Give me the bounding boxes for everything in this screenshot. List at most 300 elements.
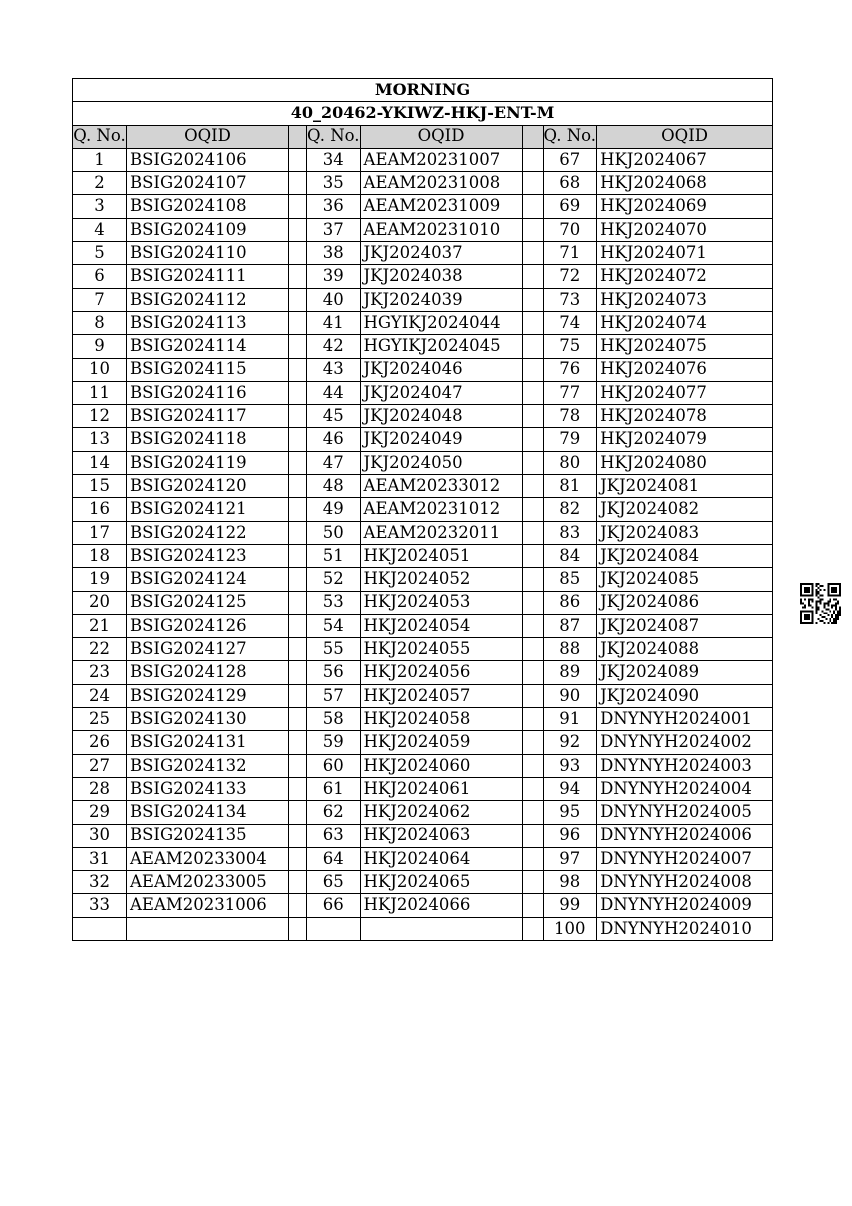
- oqid-value: JKJ2024038: [360, 265, 522, 288]
- column-spacer: [522, 661, 543, 684]
- column-spacer: [522, 591, 543, 614]
- table-row: [73, 708, 773, 731]
- column-spacer: [522, 125, 543, 148]
- question-number: 85: [543, 568, 597, 591]
- question-number: 15: [73, 475, 127, 498]
- question-number: 57: [307, 684, 361, 707]
- question-number: [307, 917, 361, 940]
- column-spacer: [289, 591, 307, 614]
- question-number: 87: [543, 614, 597, 637]
- question-number: 50: [307, 521, 361, 544]
- oqid-value: AEAM20231012: [360, 498, 522, 521]
- table-row: [73, 754, 773, 777]
- table-row: [73, 614, 773, 637]
- question-number: 30: [73, 824, 127, 847]
- column-spacer: [289, 451, 307, 474]
- paper-code: 40_20462-YKIWZ-HKJ-ENT-M: [73, 102, 773, 125]
- oqid-value: BSIG2024109: [127, 218, 289, 241]
- question-number: 34: [307, 148, 361, 171]
- column-spacer: [522, 638, 543, 661]
- oqid-value: BSIG2024133: [127, 777, 289, 800]
- question-number: 90: [543, 684, 597, 707]
- oqid-value: AEAM20231007: [360, 148, 522, 171]
- oqid-value: DNYNYH2024003: [597, 754, 773, 777]
- oqid-value: HGYIKJ2024045: [360, 335, 522, 358]
- question-number: 91: [543, 708, 597, 731]
- question-number: 88: [543, 638, 597, 661]
- question-number: 2: [73, 172, 127, 195]
- question-number: 68: [543, 172, 597, 195]
- oqid-value: DNYNYH2024002: [597, 731, 773, 754]
- oqid-value: JKJ2024090: [597, 684, 773, 707]
- oqid-value: BSIG2024132: [127, 754, 289, 777]
- oqid-value: HKJ2024061: [360, 777, 522, 800]
- oqid-value: AEAM20231010: [360, 218, 522, 241]
- oqid-value: BSIG2024112: [127, 288, 289, 311]
- oqid-value: BSIG2024117: [127, 405, 289, 428]
- question-number: 25: [73, 708, 127, 731]
- oqid-value: BSIG2024115: [127, 358, 289, 381]
- column-spacer: [522, 218, 543, 241]
- column-spacer: [522, 871, 543, 894]
- oqid-value: HKJ2024053: [360, 591, 522, 614]
- column-spacer: [289, 684, 307, 707]
- column-spacer: [289, 358, 307, 381]
- oqid-value: DNYNYH2024005: [597, 801, 773, 824]
- oqid-value: JKJ2024086: [597, 591, 773, 614]
- table-row: [73, 242, 773, 265]
- oqid-value: JKJ2024083: [597, 521, 773, 544]
- column-spacer: [522, 475, 543, 498]
- question-id-table: [72, 78, 773, 941]
- table-row: [73, 638, 773, 661]
- oqid-value: BSIG2024111: [127, 265, 289, 288]
- question-number: 37: [307, 218, 361, 241]
- question-number: 19: [73, 568, 127, 591]
- table-row: [73, 451, 773, 474]
- table-row: [73, 335, 773, 358]
- question-number: 76: [543, 358, 597, 381]
- question-number: 9: [73, 335, 127, 358]
- column-spacer: [522, 544, 543, 567]
- oqid-value: AEAM20233005: [127, 871, 289, 894]
- question-number: 70: [543, 218, 597, 241]
- question-number: 11: [73, 381, 127, 404]
- question-number: 38: [307, 242, 361, 265]
- question-number: 16: [73, 498, 127, 521]
- oqid-value: AEAM20233004: [127, 847, 289, 870]
- column-spacer: [289, 405, 307, 428]
- oqid-value: HKJ2024057: [360, 684, 522, 707]
- oqid-value: [360, 917, 522, 940]
- oqid-value: DNYNYH2024009: [597, 894, 773, 917]
- column-spacer: [289, 475, 307, 498]
- question-number: 32: [73, 871, 127, 894]
- table-row: [73, 311, 773, 334]
- question-number: 35: [307, 172, 361, 195]
- table-row: [73, 591, 773, 614]
- column-spacer: [289, 242, 307, 265]
- table-row: [73, 475, 773, 498]
- oqid-header: OQID: [597, 125, 773, 148]
- column-spacer: [289, 498, 307, 521]
- oqid-value: JKJ2024082: [597, 498, 773, 521]
- question-number: 8: [73, 311, 127, 334]
- oqid-value: BSIG2024122: [127, 521, 289, 544]
- column-spacer: [289, 311, 307, 334]
- oqid-value: HKJ2024078: [597, 405, 773, 428]
- question-number: 94: [543, 777, 597, 800]
- column-spacer: [289, 871, 307, 894]
- question-number: 56: [307, 661, 361, 684]
- oqid-value: AEAM20231008: [360, 172, 522, 195]
- qr-code-icon: [800, 583, 841, 624]
- question-number: 44: [307, 381, 361, 404]
- oqid-value: HKJ2024067: [597, 148, 773, 171]
- question-number: 49: [307, 498, 361, 521]
- oqid-value: HKJ2024072: [597, 265, 773, 288]
- oqid-value: DNYNYH2024001: [597, 708, 773, 731]
- oqid-value: BSIG2024119: [127, 451, 289, 474]
- oqid-value: HKJ2024080: [597, 451, 773, 474]
- column-spacer: [522, 265, 543, 288]
- question-number: 17: [73, 521, 127, 544]
- question-number: 45: [307, 405, 361, 428]
- table-row: [73, 894, 773, 917]
- oqid-value: JKJ2024047: [360, 381, 522, 404]
- question-number: 53: [307, 591, 361, 614]
- oqid-value: BSIG2024129: [127, 684, 289, 707]
- oqid-value: AEAM20231006: [127, 894, 289, 917]
- question-number: 99: [543, 894, 597, 917]
- column-spacer: [522, 358, 543, 381]
- table-row: [73, 871, 773, 894]
- oqid-value: BSIG2024114: [127, 335, 289, 358]
- oqid-value: HKJ2024060: [360, 754, 522, 777]
- question-number: 58: [307, 708, 361, 731]
- oqid-value: JKJ2024089: [597, 661, 773, 684]
- table-row: [73, 195, 773, 218]
- question-number: 92: [543, 731, 597, 754]
- session-title: MORNING: [73, 79, 773, 102]
- question-number: 74: [543, 311, 597, 334]
- question-number: 97: [543, 847, 597, 870]
- column-spacer: [289, 195, 307, 218]
- question-number: 6: [73, 265, 127, 288]
- oqid-value: JKJ2024084: [597, 544, 773, 567]
- question-number: 28: [73, 777, 127, 800]
- question-number: 48: [307, 475, 361, 498]
- question-number: 77: [543, 381, 597, 404]
- question-number: 43: [307, 358, 361, 381]
- question-number: 66: [307, 894, 361, 917]
- question-number: 51: [307, 544, 361, 567]
- oqid-value: BSIG2024123: [127, 544, 289, 567]
- qno-header: Q. No.: [73, 125, 127, 148]
- question-number: 71: [543, 242, 597, 265]
- oqid-value: [127, 917, 289, 940]
- column-spacer: [289, 125, 307, 148]
- question-number: 86: [543, 591, 597, 614]
- oqid-value: BSIG2024130: [127, 708, 289, 731]
- oqid-value: HKJ2024064: [360, 847, 522, 870]
- oqid-value: HGYIKJ2024044: [360, 311, 522, 334]
- table-row: [73, 684, 773, 707]
- question-number: 78: [543, 405, 597, 428]
- column-spacer: [289, 731, 307, 754]
- question-number: 18: [73, 544, 127, 567]
- oqid-value: BSIG2024121: [127, 498, 289, 521]
- question-number: 82: [543, 498, 597, 521]
- oqid-value: BSIG2024134: [127, 801, 289, 824]
- oqid-value: BSIG2024124: [127, 568, 289, 591]
- column-spacer: [289, 568, 307, 591]
- table-row: [73, 265, 773, 288]
- oqid-value: HKJ2024077: [597, 381, 773, 404]
- oqid-value: BSIG2024118: [127, 428, 289, 451]
- table-row: [73, 358, 773, 381]
- table-row: [73, 917, 773, 940]
- oqid-value: AEAM20233012: [360, 475, 522, 498]
- oqid-value: HKJ2024062: [360, 801, 522, 824]
- oqid-value: HKJ2024070: [597, 218, 773, 241]
- table-row: [73, 824, 773, 847]
- column-spacer: [522, 451, 543, 474]
- question-number: 100: [543, 917, 597, 940]
- column-spacer: [289, 428, 307, 451]
- column-spacer: [289, 544, 307, 567]
- question-number: 59: [307, 731, 361, 754]
- column-spacer: [289, 148, 307, 171]
- oqid-value: AEAM20232011: [360, 521, 522, 544]
- oqid-value: BSIG2024120: [127, 475, 289, 498]
- oqid-value: JKJ2024046: [360, 358, 522, 381]
- question-number: 55: [307, 638, 361, 661]
- question-number: 7: [73, 288, 127, 311]
- column-spacer: [289, 521, 307, 544]
- column-spacer: [289, 172, 307, 195]
- oqid-value: JKJ2024049: [360, 428, 522, 451]
- table-body: [73, 148, 773, 940]
- question-number: 31: [73, 847, 127, 870]
- question-number: 72: [543, 265, 597, 288]
- question-number: 61: [307, 777, 361, 800]
- question-number: 65: [307, 871, 361, 894]
- column-spacer: [522, 521, 543, 544]
- oqid-value: AEAM20231009: [360, 195, 522, 218]
- column-spacer: [522, 148, 543, 171]
- oqid-value: HKJ2024075: [597, 335, 773, 358]
- oqid-value: BSIG2024113: [127, 311, 289, 334]
- question-number: 10: [73, 358, 127, 381]
- question-number: 21: [73, 614, 127, 637]
- table-row: [73, 172, 773, 195]
- oqid-value: JKJ2024039: [360, 288, 522, 311]
- question-number: 22: [73, 638, 127, 661]
- question-number: 26: [73, 731, 127, 754]
- oqid-value: DNYNYH2024004: [597, 777, 773, 800]
- column-spacer: [289, 265, 307, 288]
- question-number: 84: [543, 544, 597, 567]
- oqid-value: BSIG2024107: [127, 172, 289, 195]
- oqid-value: BSIG2024126: [127, 614, 289, 637]
- column-spacer: [289, 614, 307, 637]
- column-spacer: [289, 661, 307, 684]
- oqid-value: BSIG2024125: [127, 591, 289, 614]
- oqid-value: HKJ2024066: [360, 894, 522, 917]
- table-row: [73, 731, 773, 754]
- column-spacer: [522, 498, 543, 521]
- qno-header: Q. No.: [307, 125, 361, 148]
- question-number: 60: [307, 754, 361, 777]
- question-number: 20: [73, 591, 127, 614]
- table-row: [73, 847, 773, 870]
- oqid-value: HKJ2024068: [597, 172, 773, 195]
- column-spacer: [289, 917, 307, 940]
- table-row: [73, 661, 773, 684]
- question-number: 40: [307, 288, 361, 311]
- column-spacer: [289, 638, 307, 661]
- column-spacer: [289, 754, 307, 777]
- question-number: 63: [307, 824, 361, 847]
- column-spacer: [522, 894, 543, 917]
- column-spacer: [522, 801, 543, 824]
- column-spacer: [522, 335, 543, 358]
- table-row: [73, 218, 773, 241]
- table-row: [73, 428, 773, 451]
- column-spacer: [522, 777, 543, 800]
- oqid-value: BSIG2024135: [127, 824, 289, 847]
- column-spacer: [289, 777, 307, 800]
- column-spacer: [522, 381, 543, 404]
- column-spacer: [289, 824, 307, 847]
- oqid-value: BSIG2024106: [127, 148, 289, 171]
- column-spacer: [289, 218, 307, 241]
- oqid-value: BSIG2024128: [127, 661, 289, 684]
- column-spacer: [522, 684, 543, 707]
- table-row: [73, 498, 773, 521]
- question-number: 73: [543, 288, 597, 311]
- question-number: 80: [543, 451, 597, 474]
- column-header-row: [73, 125, 773, 148]
- question-number: 3: [73, 195, 127, 218]
- oqid-header: OQID: [127, 125, 289, 148]
- table-row: [73, 801, 773, 824]
- oqid-value: HKJ2024071: [597, 242, 773, 265]
- oqid-value: BSIG2024127: [127, 638, 289, 661]
- question-number: 93: [543, 754, 597, 777]
- table-row: [73, 568, 773, 591]
- oqid-value: HKJ2024079: [597, 428, 773, 451]
- question-number: 96: [543, 824, 597, 847]
- question-number: [73, 917, 127, 940]
- question-number: 27: [73, 754, 127, 777]
- question-number: 33: [73, 894, 127, 917]
- oqid-value: JKJ2024085: [597, 568, 773, 591]
- column-spacer: [289, 847, 307, 870]
- question-number: 54: [307, 614, 361, 637]
- table-row: [73, 381, 773, 404]
- question-number: 12: [73, 405, 127, 428]
- column-spacer: [289, 335, 307, 358]
- column-spacer: [522, 288, 543, 311]
- column-spacer: [289, 801, 307, 824]
- oqid-value: JKJ2024050: [360, 451, 522, 474]
- question-number: 83: [543, 521, 597, 544]
- question-number: 39: [307, 265, 361, 288]
- column-spacer: [522, 568, 543, 591]
- table-row: [73, 148, 773, 171]
- question-number: 46: [307, 428, 361, 451]
- table-row: [73, 405, 773, 428]
- oqid-value: HKJ2024073: [597, 288, 773, 311]
- oqid-value: HKJ2024065: [360, 871, 522, 894]
- column-spacer: [522, 917, 543, 940]
- column-spacer: [522, 731, 543, 754]
- column-spacer: [522, 824, 543, 847]
- column-spacer: [522, 311, 543, 334]
- oqid-value: HKJ2024069: [597, 195, 773, 218]
- question-number: 64: [307, 847, 361, 870]
- column-spacer: [522, 708, 543, 731]
- column-spacer: [522, 405, 543, 428]
- oqid-value: JKJ2024087: [597, 614, 773, 637]
- oqid-value: HKJ2024055: [360, 638, 522, 661]
- oqid-value: BSIG2024131: [127, 731, 289, 754]
- oqid-value: JKJ2024088: [597, 638, 773, 661]
- column-spacer: [289, 381, 307, 404]
- question-number: 62: [307, 801, 361, 824]
- oqid-value: HKJ2024056: [360, 661, 522, 684]
- oqid-value: DNYNYH2024010: [597, 917, 773, 940]
- question-number: 69: [543, 195, 597, 218]
- oqid-value: BSIG2024116: [127, 381, 289, 404]
- question-number: 41: [307, 311, 361, 334]
- question-number: 4: [73, 218, 127, 241]
- table-row: [73, 521, 773, 544]
- column-spacer: [522, 428, 543, 451]
- oqid-value: HKJ2024054: [360, 614, 522, 637]
- column-spacer: [522, 172, 543, 195]
- oqid-value: JKJ2024037: [360, 242, 522, 265]
- question-number: 81: [543, 475, 597, 498]
- column-spacer: [289, 894, 307, 917]
- question-number: 47: [307, 451, 361, 474]
- question-number: 95: [543, 801, 597, 824]
- column-spacer: [289, 288, 307, 311]
- question-number: 67: [543, 148, 597, 171]
- column-spacer: [522, 242, 543, 265]
- oqid-value: BSIG2024108: [127, 195, 289, 218]
- column-spacer: [522, 847, 543, 870]
- question-number: 5: [73, 242, 127, 265]
- question-number: 24: [73, 684, 127, 707]
- question-number: 23: [73, 661, 127, 684]
- oqid-value: HKJ2024063: [360, 824, 522, 847]
- question-number: 89: [543, 661, 597, 684]
- oqid-value: HKJ2024052: [360, 568, 522, 591]
- question-number: 79: [543, 428, 597, 451]
- oqid-value: HKJ2024051: [360, 544, 522, 567]
- oqid-value: JKJ2024048: [360, 405, 522, 428]
- qno-header: Q. No.: [543, 125, 597, 148]
- oqid-value: BSIG2024110: [127, 242, 289, 265]
- column-spacer: [522, 195, 543, 218]
- question-number: 13: [73, 428, 127, 451]
- column-spacer: [522, 754, 543, 777]
- question-number: 75: [543, 335, 597, 358]
- table-row: [73, 777, 773, 800]
